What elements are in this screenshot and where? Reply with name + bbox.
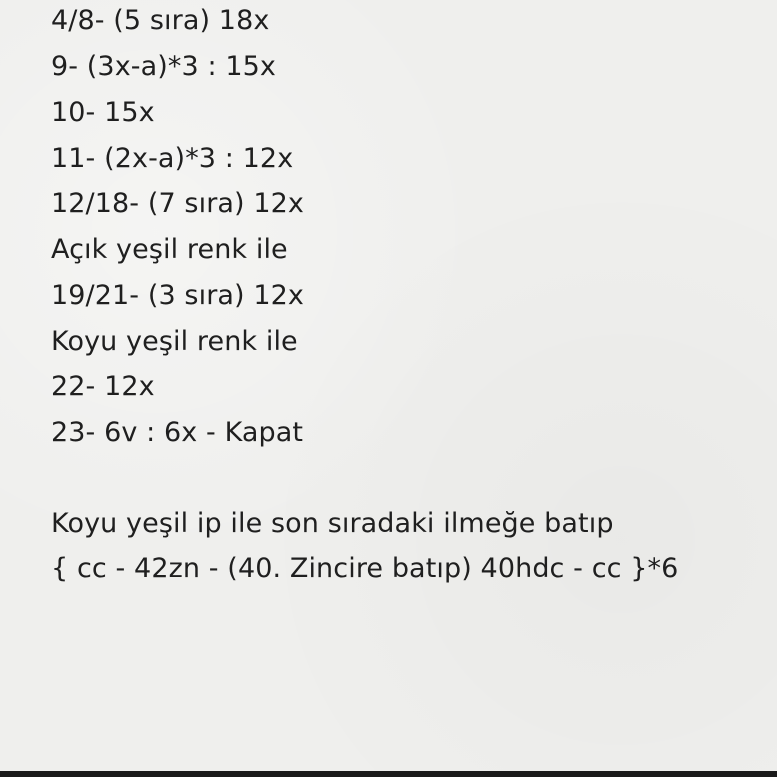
color-instruction: Açık yeşil renk ile bbox=[51, 234, 288, 265]
finishing-instruction: Koyu yeşil ip ile son sıradaki ilmeğe batıp bbox=[51, 508, 614, 539]
color-instruction: Koyu yeşil renk ile bbox=[51, 326, 298, 357]
pattern-row: 11- (2x-a)*3 : 12x bbox=[51, 143, 294, 174]
pattern-row: 4/8- (5 sıra) 18x bbox=[51, 5, 270, 36]
pattern-row: 23- 6v : 6x - Kapat bbox=[51, 417, 304, 448]
pattern-row: 10- 15x bbox=[51, 97, 155, 128]
pattern-row: 22- 12x bbox=[51, 371, 155, 402]
pattern-row: 9- (3x-a)*3 : 15x bbox=[51, 51, 276, 82]
pattern-row: 12/18- (7 sıra) 12x bbox=[51, 188, 304, 219]
screenshot-bottom-edge bbox=[0, 771, 777, 777]
finishing-instruction: { cc - 42zn - (40. Zincire batıp) 40hdc - cc }*6 bbox=[51, 553, 679, 584]
pattern-row: 19/21- (3 sıra) 12x bbox=[51, 280, 304, 311]
